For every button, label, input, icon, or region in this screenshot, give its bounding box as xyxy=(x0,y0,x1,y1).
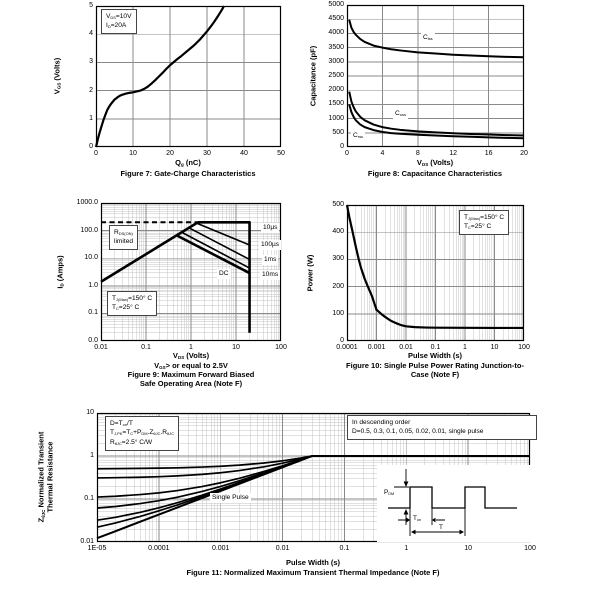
fig8-label-crss: $C_{rss}$ xyxy=(353,132,364,139)
fig9-label-dc: DC xyxy=(219,270,229,277)
fig8-y-tick-label: 500 xyxy=(332,128,344,136)
fig10-x-axis-title: Pulse Width (s) xyxy=(407,351,463,360)
fig9-x-axis-title: $V_{DS}$ (Volts) xyxy=(172,351,210,361)
fig10-y-tick-label: 0 xyxy=(340,337,344,344)
plot-fig9 xyxy=(101,203,281,341)
fig10-x-tick-label: 0.001 xyxy=(367,344,386,351)
waveform-pdm-label: $P_{DM}$ xyxy=(384,489,395,496)
fig7-y-tick-label: 2 xyxy=(89,86,93,94)
fig11-y-tick-label: 10 xyxy=(86,409,94,416)
fig11-x-axis-title: Pulse Width (s) xyxy=(285,558,341,567)
fig8-x-tick-label: 8 xyxy=(415,150,420,157)
fig10-y-tick-label: 100 xyxy=(332,309,344,317)
fig9-caption: Figure 9: Maximum Forward Biased Safe Operating Area (Note F) xyxy=(127,370,255,388)
fig10-x-tick-label: 100 xyxy=(518,344,530,351)
fig7-x-tick-label: 30 xyxy=(203,150,211,157)
fig11-x-tick-label: 0.001 xyxy=(211,545,230,552)
figure-10-power-rating-chart xyxy=(300,195,560,395)
pulse-waveform-inset xyxy=(377,465,535,542)
fig8-x-tick-label: 20 xyxy=(520,150,528,157)
fig8-y-tick-label: 1000 xyxy=(328,114,344,122)
fig9-y-tick-label: 1.0 xyxy=(88,281,98,289)
fig7-conditions-box: $V_{DS}=10V$ $I_D=20A$ xyxy=(101,9,137,34)
fig9-temperature-box: $T_{J(Max)}=150^\circ$ C $T_C=25^\circ$ C xyxy=(107,291,157,316)
fig9-y-tick-label: 100.0 xyxy=(80,226,98,234)
fig11-y-tick-label: 0.01 xyxy=(80,538,94,545)
fig8-y-axis-title: Capacitance (pF) xyxy=(308,45,318,107)
fig7-x-axis-title: $Q_g$ (nC) xyxy=(175,158,201,168)
fig11-y-tick-label: 0.1 xyxy=(84,495,94,502)
fig8-label-coss: $C_{oss}$ xyxy=(395,110,406,117)
fig9-x-tick-label: 10 xyxy=(232,344,240,351)
fig11-y-tick-label: 1 xyxy=(90,452,94,459)
fig10-y-tick-label: 400 xyxy=(332,228,344,236)
fig11-x-tick-label: 0.1 xyxy=(339,545,350,552)
series-ciss xyxy=(349,20,524,57)
fig7-y-tick-label: 3 xyxy=(89,58,93,66)
fig9-y-axis-title: $I_D$ (Amps) xyxy=(55,255,65,289)
fig11-formula-box: $D=T_{on}/T$ $T_{J,PK}=T_C+P_{DM}.Z_{\theta JC}.R_{\theta JC}$ $R_{\theta JC}=2.5^\circ$ C/W xyxy=(105,416,179,451)
fig11-x-tick-label: 0.01 xyxy=(275,545,290,552)
fig10-y-tick-label: 500 xyxy=(332,201,344,208)
fig11-label-single-pulse: Single Pulse xyxy=(212,494,249,501)
fig9-y-tick-label: 0.0 xyxy=(88,337,98,344)
fig7-x-tick-label: 0 xyxy=(94,150,98,157)
fig7-caption: Figure 7: Gate-Charge Characteristics xyxy=(120,169,256,178)
fig9-x-tick-label: 1 xyxy=(189,344,193,351)
fig10-caption: Figure 10: Single Pulse Power Rating Junction-to- Case (Note F) xyxy=(346,361,524,379)
fig8-x-tick-label: 16 xyxy=(484,150,493,157)
fig8-x-tick-label: 12 xyxy=(449,150,458,157)
fig9-y-tick-label: 0.1 xyxy=(88,309,98,317)
plot-fig8 xyxy=(347,5,524,147)
fig9-x-tick-label: 100 xyxy=(275,344,287,351)
fig10-y-tick-label: 300 xyxy=(332,255,344,263)
fig8-y-tick-label: 2000 xyxy=(328,86,344,94)
fig10-temperature-box: $T_{J(Max)}=150^\circ$ C $T_C=25^\circ$ C xyxy=(459,210,509,235)
fig11-y-axis-title: $Z_{\theta JC}$ Normalized Transient Thermal Resistance xyxy=(36,431,55,523)
fig9-label-1ms: 1ms xyxy=(264,256,277,263)
fig10-x-tick-label: 1 xyxy=(463,344,467,351)
fig8-y-tick-label: 0 xyxy=(340,143,344,150)
waveform-t-label: T xyxy=(439,524,443,531)
fig8-y-tick-label: 2500 xyxy=(328,72,344,79)
fig10-y-tick-label: 200 xyxy=(332,282,344,290)
fig8-y-tick-label: 4500 xyxy=(328,15,344,23)
fig9-x-tick-label: 0.1 xyxy=(141,344,151,351)
series-coss xyxy=(349,92,524,136)
fig7-y-tick-label: 1 xyxy=(89,114,93,122)
fig11-legend-box: In descending order D=0.5, 0.3, 0.1, 0.05, 0.02, 0.01, single pulse xyxy=(347,415,537,440)
fig7-x-tick-label: 50 xyxy=(277,150,285,157)
fig11-caption: Figure 11: Normalized Maximum Transient Thermal Impedance (Note F) xyxy=(186,568,440,577)
fig8-caption: Figure 8: Capacitance Characteristics xyxy=(367,169,503,178)
grid-major xyxy=(347,5,524,147)
fig7-x-tick-label: 10 xyxy=(129,150,137,157)
fig7-x-tick-label: 20 xyxy=(166,150,174,157)
fig10-x-tick-label: 10 xyxy=(490,344,499,351)
fig9-rdson-limited-box: $R_{DS(ON)}$ limited xyxy=(109,225,138,250)
fig7-y-tick-label: 0 xyxy=(89,143,93,150)
figure-7-gate-charge-chart xyxy=(40,0,300,195)
fig10-y-axis-title: Power (W) xyxy=(305,254,315,292)
figure-9-soa-chart xyxy=(40,195,300,395)
fig11-x-tick-label: 1E-05 xyxy=(87,545,107,552)
fig11-x-tick-label: 100 xyxy=(524,545,536,552)
fig8-x-tick-label: 0 xyxy=(345,150,349,157)
fig7-y-axis-title: $V_{GS}$ (Volts) xyxy=(52,57,62,95)
fig10-x-tick-label: 0.0001 xyxy=(336,344,358,351)
fig7-x-tick-label: 40 xyxy=(240,150,248,157)
fig9-label-10us: 10µs xyxy=(263,224,278,231)
fig7-y-tick-label: 4 xyxy=(89,30,93,38)
fig11-x-tick-label: 0.0001 xyxy=(148,545,170,552)
fig11-x-tick-label: 1 xyxy=(404,545,409,552)
fig9-label-100us: 100µs xyxy=(261,241,280,248)
figure-8-capacitance-chart xyxy=(300,0,560,195)
waveform-ton-label: $T_{on}$ xyxy=(413,515,422,522)
fig9-condition-note: $V_{GS}>$ or equal to 2.5V xyxy=(154,361,228,371)
fig9-x-tick-label: 0.01 xyxy=(94,344,108,351)
series-group xyxy=(349,20,524,138)
fig7-y-tick-label: 5 xyxy=(89,2,93,9)
fig11-x-tick-label: 10 xyxy=(464,545,473,552)
fig9-y-tick-label: 1000.0 xyxy=(76,199,98,206)
fig8-y-tick-label: 5000 xyxy=(328,1,344,8)
fig8-y-tick-label: 3000 xyxy=(328,57,344,65)
fig8-x-tick-label: 4 xyxy=(380,150,385,157)
fig8-y-tick-label: 4000 xyxy=(328,29,344,37)
fig9-label-10ms: 10ms xyxy=(262,271,279,278)
figure-11-thermal-impedance-chart xyxy=(30,400,590,590)
fig9-y-tick-label: 10.0 xyxy=(84,254,98,262)
fig10-x-tick-label: 0.1 xyxy=(430,344,441,351)
fig8-y-tick-label: 3500 xyxy=(328,43,344,51)
fig10-x-tick-label: 0.01 xyxy=(399,344,413,351)
fig8-y-tick-label: 1500 xyxy=(328,100,344,108)
fig8-label-ciss: $C_{iss}$ xyxy=(423,34,433,41)
fig8-x-axis-title: $V_{DS}$ (Volts) xyxy=(416,158,454,168)
